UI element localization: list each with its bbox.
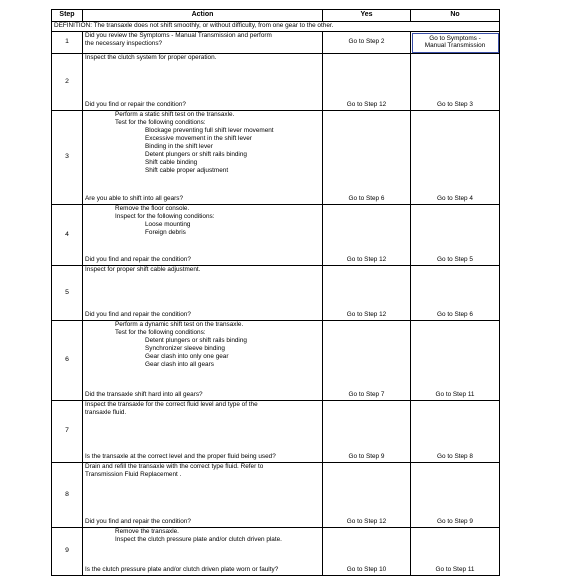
yes-cell: Go to Step 12 xyxy=(323,463,411,528)
action-line: Perform a static shift test on the transaxle. xyxy=(115,111,235,118)
action-cell xyxy=(83,32,323,54)
step-number: 4 xyxy=(52,205,83,266)
action-line: Remove the floor console. xyxy=(115,205,190,212)
action-line: Inspect the transaxle for the correct fluid level and type of the xyxy=(85,401,258,408)
table-row xyxy=(52,266,500,321)
table-row xyxy=(52,463,500,528)
action-question: Is the transaxle at the correct level and the proper fluid being used? xyxy=(85,453,276,460)
action-line: Binding in the shift lever xyxy=(145,143,213,150)
action-question: Did the transaxle shift hard into all gears? xyxy=(85,391,203,398)
yes-cell: Go to Step 12 xyxy=(323,266,411,321)
action-line: Gear clash into all gears xyxy=(145,361,214,368)
no-cell: Go to Step 9 xyxy=(411,463,500,528)
action-cell xyxy=(83,401,323,463)
header-no: No xyxy=(411,10,500,22)
action-cell xyxy=(83,321,323,401)
action-cell xyxy=(83,205,323,266)
step-number: 3 xyxy=(52,111,83,205)
no-cell: Go to Step 6 xyxy=(411,266,500,321)
yes-cell: Go to Step 7 xyxy=(323,321,411,401)
step-number: 2 xyxy=(52,54,83,111)
step-number: 8 xyxy=(52,463,83,528)
action-question: Did you find and repair the condition? xyxy=(85,256,191,263)
action-line: Inspect for the following conditions: xyxy=(115,213,215,220)
step-number: 6 xyxy=(52,321,83,401)
action-line: Inspect the clutch system for proper operation. xyxy=(85,54,217,61)
action-cell xyxy=(83,266,323,321)
action-line: Detent plungers or shift rails binding xyxy=(145,151,247,158)
action-line: transaxle fluid. xyxy=(85,409,127,416)
action-line: Remove the transaxle. xyxy=(115,528,179,535)
action-line: Perform a dynamic shift test on the transaxle. xyxy=(115,321,244,328)
header-row xyxy=(52,10,500,22)
action-line: Inspect for proper shift cable adjustment. xyxy=(85,266,201,273)
action-line: Detent plungers or shift rails binding xyxy=(145,337,247,344)
table-row xyxy=(52,528,500,576)
no-cell-line: Go to Symptoms - xyxy=(429,34,481,42)
yes-cell: Go to Step 12 xyxy=(323,54,411,111)
no-cell: Go to Step 5 xyxy=(411,205,500,266)
action-line: Foreign debris xyxy=(145,229,186,236)
no-cell: Go to Step 3 xyxy=(411,54,500,111)
action-line: the necessary inspections? xyxy=(85,40,163,47)
action-question: Did you find and repair the condition? xyxy=(85,311,191,318)
table-row xyxy=(52,321,500,401)
no-cell: Go to Step 11 xyxy=(411,528,500,576)
definition-text: DEFINITION: The transaxle does not shift smoothly, or without difficulty, from one gear to the other. xyxy=(52,22,500,32)
header-action: Action xyxy=(83,10,323,22)
yes-cell: Go to Step 9 xyxy=(323,401,411,463)
action-line: Drain and refill the transaxle with the correct type fluid. Refer to xyxy=(85,463,264,470)
yes-cell: Go to Step 10 xyxy=(323,528,411,576)
header-yes: Yes xyxy=(323,10,411,22)
action-question: Did you find or repair the condition? xyxy=(85,101,186,108)
action-line: Transmission Fluid Replacement . xyxy=(85,471,182,478)
action-line: Shift cable proper adjustment xyxy=(145,167,229,174)
action-cell xyxy=(83,528,323,576)
action-line: Test for the following conditions: xyxy=(115,119,206,126)
no-cell: Go to Step 11 xyxy=(411,321,500,401)
action-line: Loose mounting xyxy=(145,221,191,228)
action-line: Synchronizer sleeve binding xyxy=(145,345,225,352)
action-question: Are you able to shift into all gears? xyxy=(85,195,184,202)
action-question: Did you find and repair the condition? xyxy=(85,518,191,525)
no-cell xyxy=(411,32,500,54)
table-row xyxy=(52,54,500,111)
definition-row xyxy=(52,22,500,32)
step-number: 1 xyxy=(52,32,83,54)
yes-cell: Go to Step 12 xyxy=(323,205,411,266)
step-number: 9 xyxy=(52,528,83,576)
no-cell-line: Manual Transmission xyxy=(424,42,486,49)
action-line: Shift cable binding xyxy=(145,159,198,166)
action-line: Gear clash into only one gear xyxy=(145,353,229,360)
action-cell xyxy=(83,54,323,111)
step-number: 7 xyxy=(52,401,83,463)
table-row xyxy=(52,32,500,54)
action-line: Blockage preventing full shift lever movement xyxy=(145,127,274,134)
no-cell: Go to Step 8 xyxy=(411,401,500,463)
table-row xyxy=(52,401,500,463)
action-line: Excessive movement in the shift lever xyxy=(145,135,252,142)
yes-cell: Go to Step 6 xyxy=(323,111,411,205)
table-row xyxy=(52,205,500,266)
diagnostic-table xyxy=(51,9,500,576)
action-cell xyxy=(83,111,323,205)
no-cell: Go to Step 4 xyxy=(411,111,500,205)
action-line: Test for the following conditions: xyxy=(115,329,206,336)
step-number: 5 xyxy=(52,266,83,321)
table-row xyxy=(52,111,500,205)
action-cell xyxy=(83,463,323,528)
header-step: Step xyxy=(52,10,83,22)
action-line: Inspect the clutch pressure plate and/or clutch driven plate. xyxy=(115,536,282,543)
yes-cell: Go to Step 2 xyxy=(323,32,411,54)
action-line: Did you review the Symptoms - Manual Transmission and perform xyxy=(85,32,272,39)
action-question: Is the clutch pressure plate and/or clutch driven plate worn or faulty? xyxy=(85,566,279,573)
